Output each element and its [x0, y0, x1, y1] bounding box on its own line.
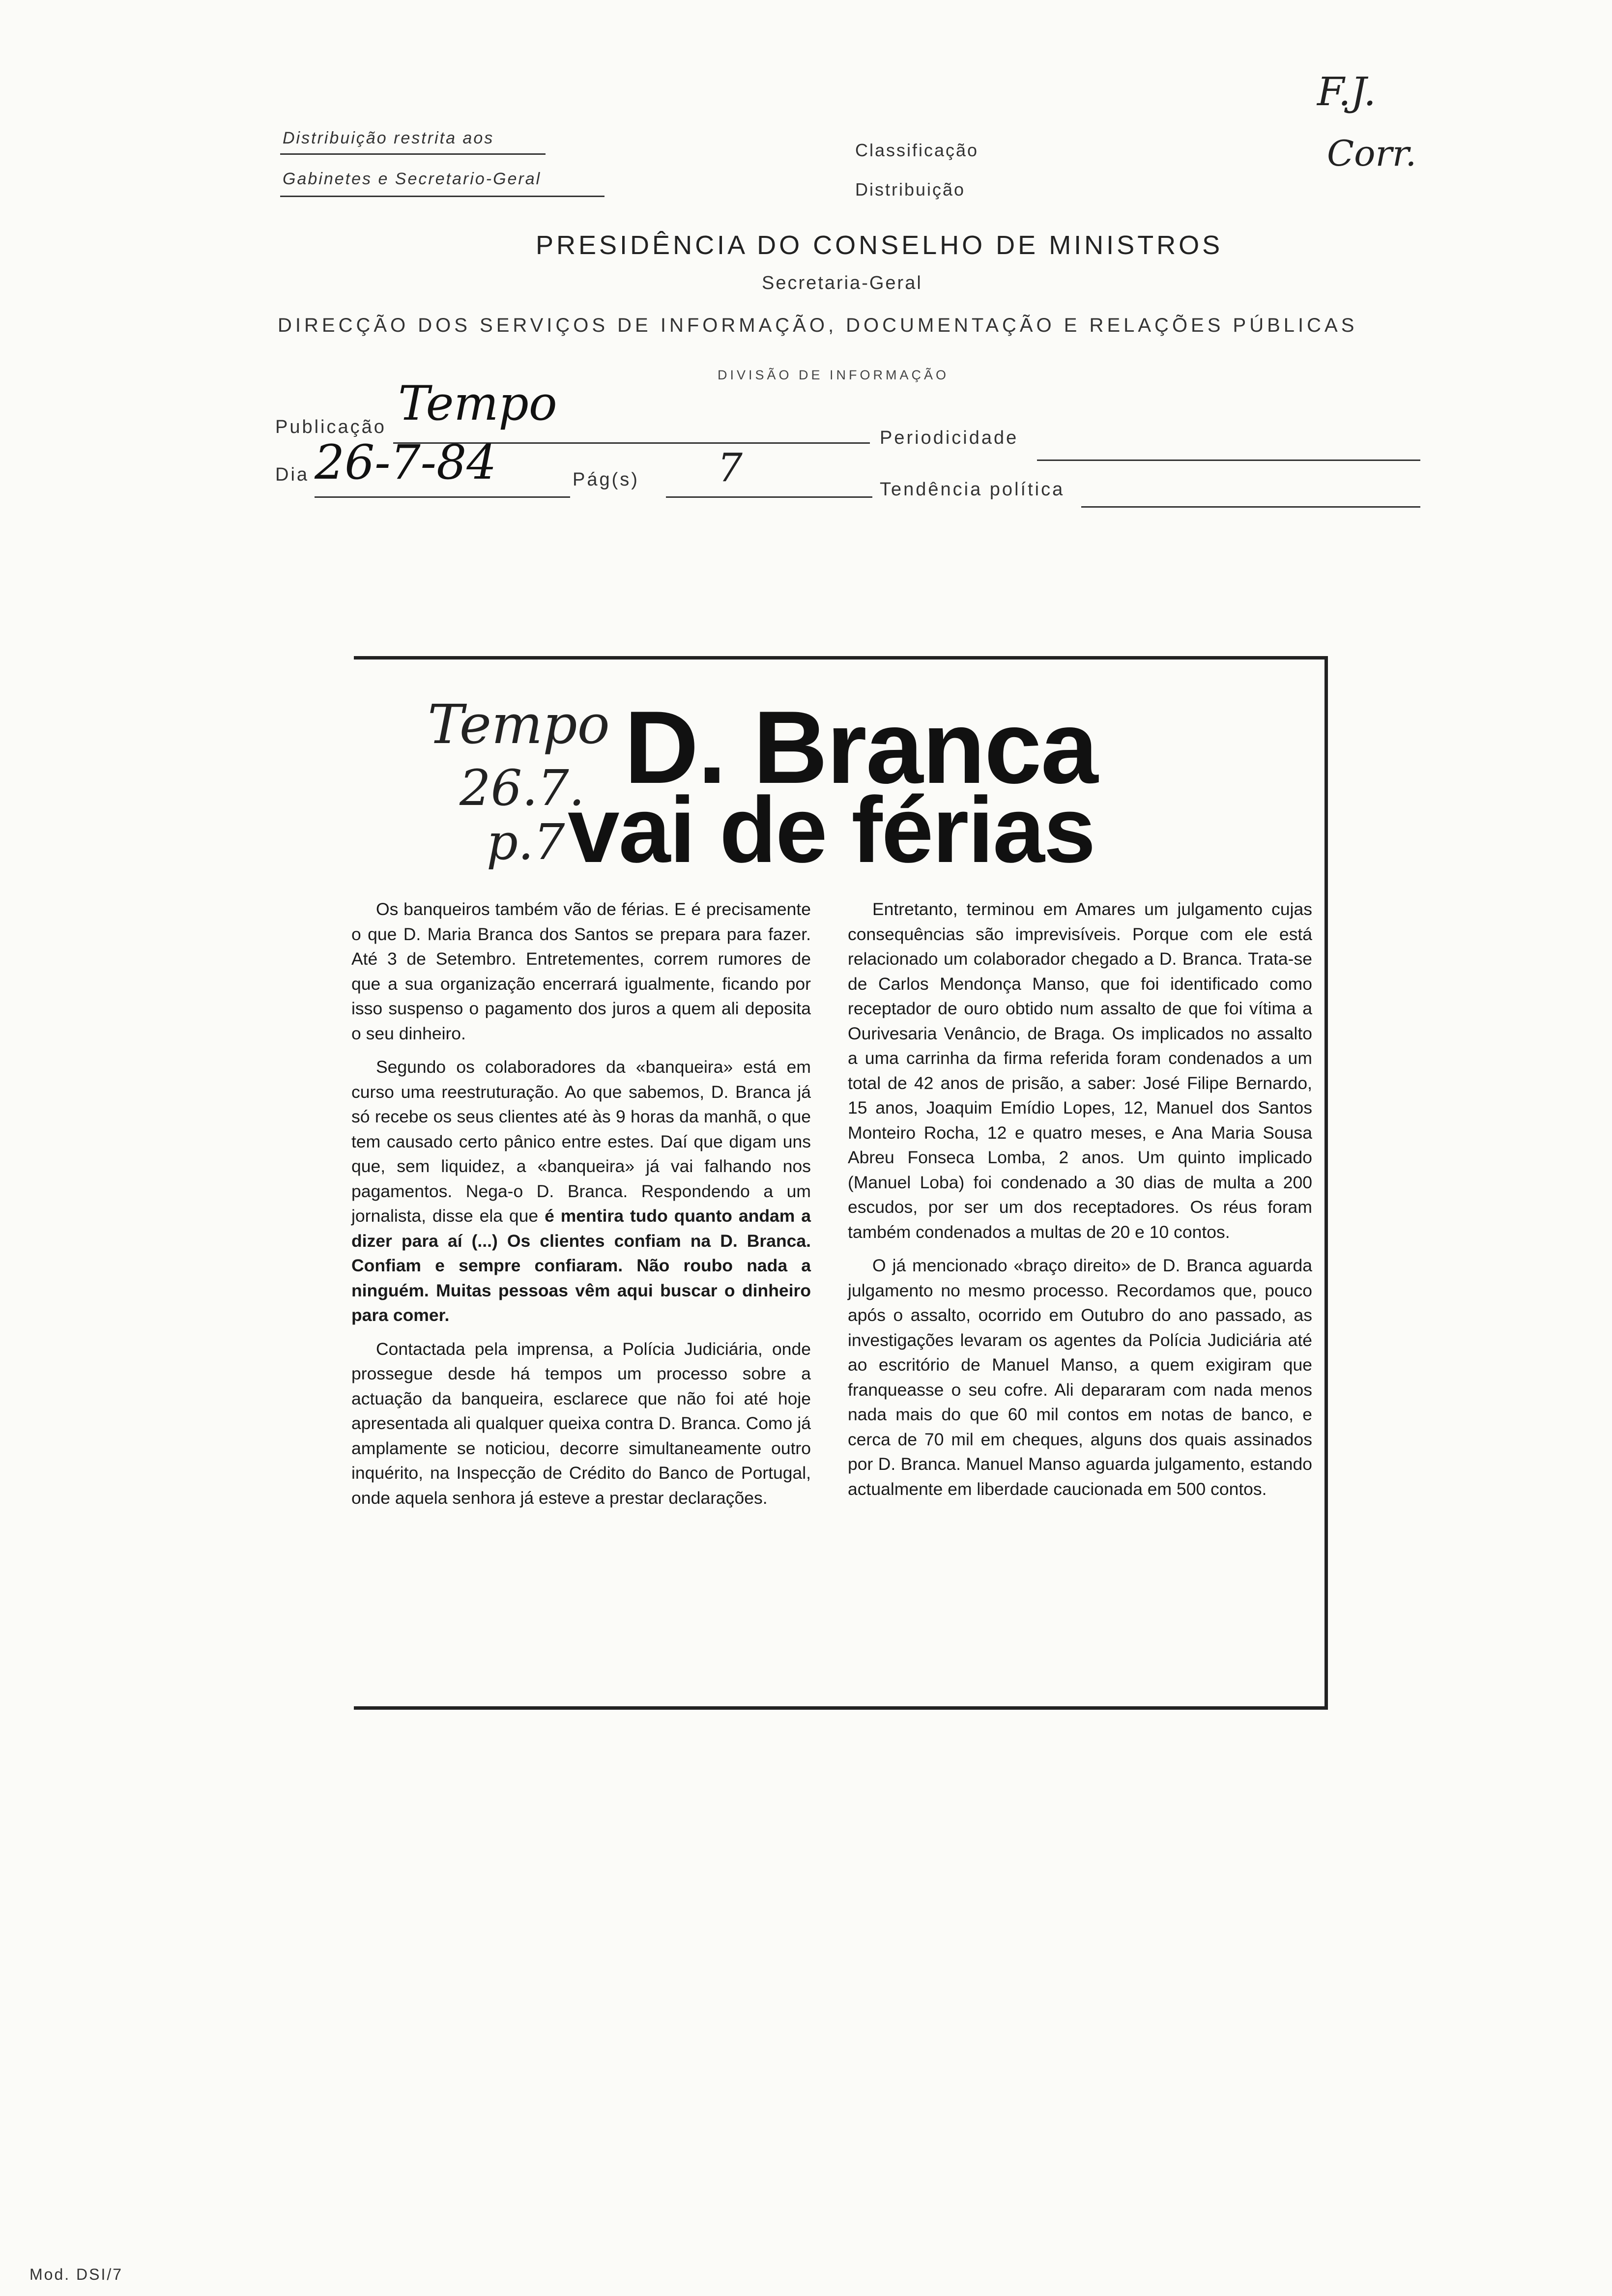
- distribution-line-2: Gabinetes e Secretario-Geral: [283, 170, 542, 188]
- dia-label: Dia: [275, 464, 310, 485]
- dia-field-line: [315, 496, 570, 498]
- periodicidade-field-line: [1037, 459, 1420, 461]
- handwritten-note-clipping-2: 26.7.: [460, 759, 585, 817]
- divider: [280, 153, 546, 155]
- article-paragraph: Entretanto, terminou em Amares um julgamento cujas consequências são imprevisíveis. Porque com ele está relacionado um colaborador chegado a D. Branca. Trata-se de Carlos Mendonça Manso, que foi identificado como receptador de ouro obtido num assalto de que foi vítima a Ourivesaria Venâncio, de Braga. Os implicados no assalto a uma carrinha da firma referida foram condenados a um total de 42 anos de prisão, a saber: José Filipe Bernardo, 15 anos, Joaquim Emídio Lopes, 12, Manuel dos Santos Monteiro Rocha, 12 e quatro meses, e Ana Maria Sousa Abreu Fonseca Lomba, 2 anos. Um quinto implicado (Manuel Loba) foi condenado a 30 dias de multa a 200 escudos, por ser um dos receptadores. Os réus foram também condenados a multas de 20 e 10 contos.: [848, 899, 1312, 1242]
- divider: [280, 196, 604, 197]
- handwritten-note-clipping-1: Tempo: [428, 693, 610, 756]
- secretaria-label: Secretaria-Geral: [762, 273, 922, 293]
- handwritten-note-top-right-2: Corr.: [1327, 133, 1417, 174]
- dia-value: 26-7-84: [315, 435, 497, 490]
- article-paragraph: O já mencionado «braço direito» de D. Branca aguarda julgamento no mesmo processo. Recordamos que, pouco após o assalto, ocorrido em Outubro do ano passado, as investigações levaram os agentes da Polícia Judiciária até ao escritório de Manuel Manso, a quem exigiram que franqueasse o seu cofre. Ali depararam com nada menos nada mais do que 60 mil contos em notas de banco, e cerca de 70 mil em cheques, alguns dos quais assinados por D. Branca. Manuel Manso aguarda julgamento, estando actualmente em liberdade caucionada em 500 contos.: [848, 1256, 1312, 1499]
- pags-field-line: [666, 496, 872, 498]
- headline-line-1: D. Branca: [624, 689, 1097, 805]
- classificacao-label: Classificação: [855, 140, 979, 160]
- periodicidade-label: Periodicidade: [880, 428, 1019, 448]
- article-column-2: [848, 897, 1312, 1510]
- handwritten-note-clipping-3: p.7: [487, 813, 565, 871]
- pags-value: 7: [718, 445, 743, 490]
- publicacao-label: Publicação: [275, 417, 386, 437]
- institution-title: PRESIDÊNCIA DO CONSELHO DE MINISTROS: [536, 230, 1223, 260]
- direccao-label: DIRECÇÃO DOS SERVIÇOS DE INFORMAÇÃO, DOCUMENTAÇÃO E RELAÇÕES PÚBLICAS: [278, 315, 1358, 336]
- article-paragraph: Os banqueiros também vão de férias. E é precisamente o que D. Maria Branca dos Santos se prepara para fazer. Até 3 de Setembro. Entretementes, correm rumores de que a sua organização encerrará igualmente, ficando por isso suspenso o pagamento dos juros a quem ali deposita o seu dinheiro.: [351, 899, 811, 1043]
- article-quote-bold: é mentira tudo quanto andam a dizer para aí (...) Os clientes confiam na D. Branca. Confiam e sempre confiaram. Não roubo nada a ninguém. Muitas pessoas vêm aqui buscar o dinheiro para comer.: [351, 1206, 811, 1325]
- distribuicao-label: Distribuição: [855, 179, 966, 200]
- publicacao-value: Tempo: [398, 376, 557, 431]
- tendencia-field-line: [1081, 506, 1420, 508]
- tendencia-label: Tendência política: [880, 479, 1065, 500]
- handwritten-note-top-right-1: F.J.: [1317, 69, 1376, 115]
- pags-label: Pág(s): [573, 469, 639, 490]
- headline-line-2: vai de férias: [568, 778, 1095, 882]
- article-paragraph: Contactada pela imprensa, a Polícia Judiciária, onde prossegue desde há tempos um processo sobre a actuação da banqueira, esclarece que não foi até hoje apresentada ali qualquer queixa contra D. Branca. Como já amplamente se noticiou, decorre simultaneamente outro inquérito, na Inspecção de Crédito do Banco de Portugal, onde aquela senhora já esteve a prestar declarações.: [351, 1339, 811, 1508]
- form-model-code: Mod. DSI/7: [29, 2266, 123, 2283]
- article-column-1: [351, 897, 811, 1519]
- distribution-line-1: Distribuição restrita aos: [283, 129, 494, 147]
- article-paragraph-text: Segundo os colaboradores da «banqueira» está em curso uma reestruturação. Ao que sabemos, D. Branca já só recebe os seus clientes até às 9 horas da manhã, o que tem causado certo pânico entre estes. Daí que digam uns que, sem liquidez, a «banqueira» já vai falhando nos pagamentos. Nega-o D. Branca. Respondendo a um jornalista, disse ela que: [351, 1057, 811, 1226]
- article-paragraph: [351, 1055, 811, 1328]
- divisao-label: DIVISÃO DE INFORMAÇÃO: [718, 368, 950, 382]
